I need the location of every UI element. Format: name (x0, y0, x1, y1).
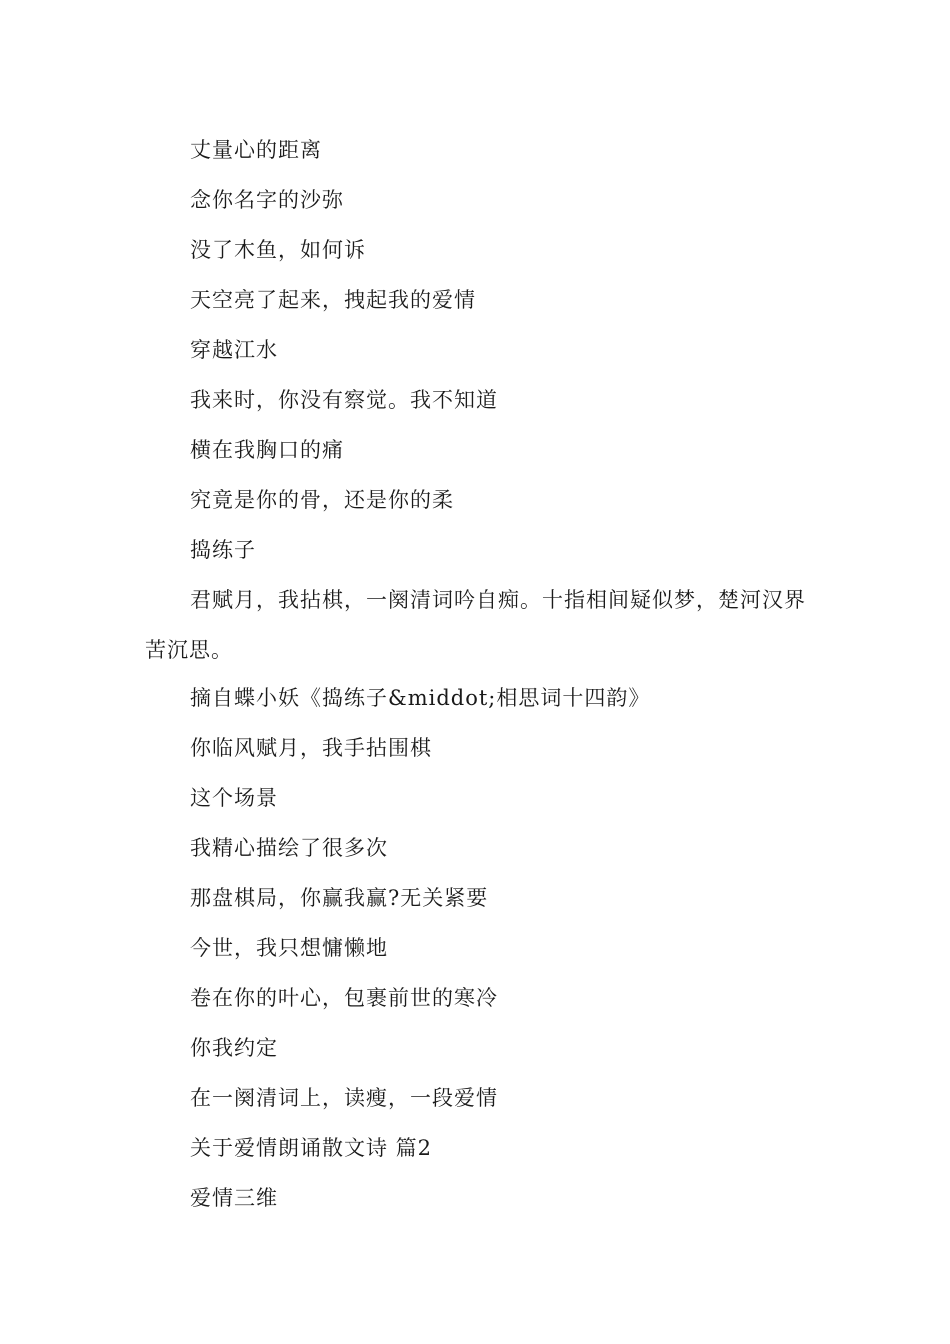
poem-line: 横在我胸口的痛 (190, 438, 344, 462)
poem-line: 那盘棋局，你赢我赢?无关紧要 (190, 886, 489, 910)
poem-line: 我精心描绘了很多次 (190, 836, 388, 860)
poem-line: 没了木鱼，如何诉 (190, 238, 366, 262)
poem-line: 你我约定 (190, 1036, 278, 1060)
poem-line: 这个场景 (190, 786, 278, 810)
section-title: 爱情三维 (190, 1186, 278, 1210)
source-citation: 摘自蝶小妖《捣练子&middot;相思词十四韵》 (190, 686, 651, 710)
section-title: 捣练子 (190, 538, 256, 562)
poem-line: 丈量心的距离 (190, 138, 322, 162)
poem-line: 究竟是你的骨，还是你的柔 (190, 488, 454, 512)
poem-line: 今世，我只想慵懒地 (190, 936, 388, 960)
poem-line: 天空亮了起来，拽起我的爱情 (190, 288, 476, 312)
poem-line: 我来时，你没有察觉。我不知道 (190, 388, 498, 412)
poem-line: 卷在你的叶心，包裹前世的寒冷 (190, 986, 498, 1010)
poem-line: 念你名字的沙弥 (190, 188, 344, 212)
poem-line: 穿越江水 (190, 338, 278, 362)
ci-paragraph: 君赋月，我拈棋，一阕清词吟自痴。十指相间疑似梦，楚河汉界苦沉思。 (145, 588, 806, 662)
article-heading: 关于爱情朗诵散文诗 篇2 (190, 1136, 433, 1160)
poem-line: 在一阕清词上，读瘦，一段爱情 (190, 1086, 498, 1110)
poem-line: 你临风赋月，我手拈围棋 (190, 736, 432, 760)
